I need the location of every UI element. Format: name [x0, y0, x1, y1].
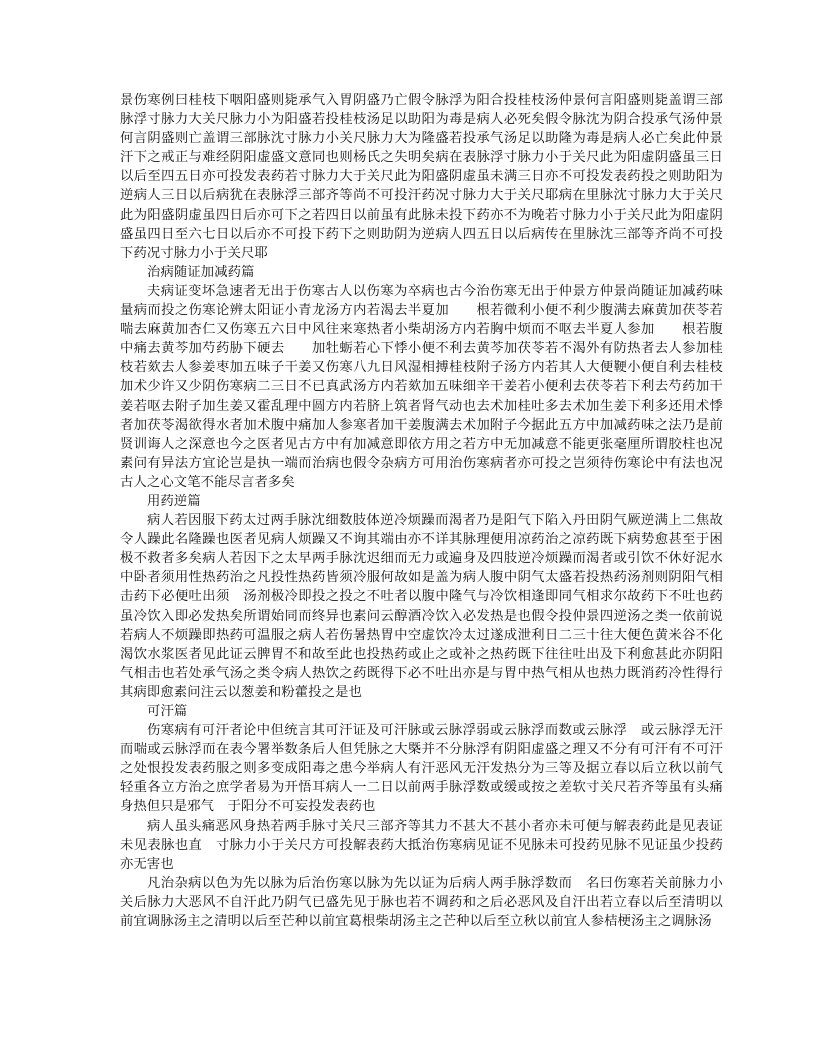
section-heading: 可汗篇 [147, 704, 188, 719]
section-heading: 治病随证加减药篇 [147, 264, 255, 280]
body-paragraph: 凡治杂病以色为先以脉为后治伤寒以脉为先以证为后病人两手脉浮数而 名曰伤寒若关前脉力小关后脉力大恶风不自汗此乃阴气已盛先见于脉也若不调药和之后必恶风及自汗出若立春以后至清明以前宜调脉汤主之清明以后至芒种以前宜葛根柴胡汤主之芒种以后至立秋以前宜人参桔梗汤主之调脉汤 [120, 875, 723, 930]
body-paragraph: 病人虽头痛恶风身热若两手脉寸关尺三部齐等其力不甚大不甚小者亦未可便与解表药此是见表证未见表脉也直 寸脉力小于关尺方可投解表药大抵治伤寒病见证不见脉未可投药见脉不见证虽少投药亦无害也 [120, 818, 723, 872]
body-paragraph: 景伤寒例曰桂枝下咽阳盛则毙承气入胃阴盛乃亡假令脉浮为阳合投桂枝汤仲景何言阳盛则毙盖谓三部脉浮寸脉力大关尺脉力小为阳盛若投桂枝汤足以助阳为毒是病人必死矣假令脉沈为阴合投承气汤仲景何言阴盛则亡盖谓三部脉沈寸脉力小关尺脉力大为隆盛若投承气汤足以助隆为毒是病人必亡矣此仲景汗下之戒正与难经阴阳虚盛文意同也则杨氏之失明矣病在表脉浮寸脉力小于关尺此为阳虚阴盛虽三日以后至四五日亦可投发表药若寸脉力大于关尺此为阳盛阴虚虽未满三日亦不可投发表药投之则助阳为逆病人三日以后病犹在表脉浮三部齐等尚不可投汗药况寸脉力大于关尺耶病在里脉沈寸脉力大于关尺此为阳盛阴虚虽四日后亦可下之若四日以前虽有此脉未投下药亦不为晚若寸脉力小于关尺此为阳虚阴盛虽四日至六七日以后亦不可投下药下之则助阴为逆病人四五日以后病传在里脉沈三部等齐尚不可投下药况寸脉力小于关尺耶 [120, 93, 723, 261]
body-paragraph: 夫病证变坏急速者无出于伤寒古人以伤寒为卒病也古今治伤寒无出于仲景方仲景尚随证加减药味量病而投之伤寒论辨太阳证小青龙汤方内若渴去半夏加 根若微利小便不利少腹满去麻黄加茯苓若喘去麻黄加杏仁又伤寒五六日中风往来寒热者小柴胡汤方内若胸中烦而不呕去半夏人参加 根若腹中痛去黄芩加芍药胁下硬去 加牡蛎若心下悸小便不利去黄芩加茯苓若不渴外有防热者去人参加桂枝若欬去人参姜枣加五味子干姜又伤寒八九日风湿相搏桂枝附子汤方内若其人大便鞕小便自利去桂枝加术少许又少阴伤寒病二三日不已真武汤方内若欬加五味细辛干姜若小便利去茯苓若下利去芍药加干姜若呕去附子加生姜又霍乱理中圆方内若脐上筑者肾气动也去术加桂吐多去术加生姜下利多还用术悸者加茯苓渴欲得水者加术腹中痛加人参寒者加干姜腹满去术加附子今据此五方中加减药味之法乃是前贤训诲人之深意也今之医者见古方中有加减意即依方用之若方中无加减意不能更张毫厘所谓胶柱也况素问有异法方宜论岂是执一端而治病也假令杂病方可用治伤寒病者亦可投之岂须待伤寒论中有法也况古人之心文笔不能尽言者多矣 [120, 283, 723, 490]
body-paragraph: 伤寒病有可汗者论中但统言其可汗证及可汗脉或云脉浮弱或云脉浮而数或云脉浮 或云脉浮无汗而喘或云脉浮而在表今署举数条后人但凭脉之大槩并不分脉浮有阴阳虚盛之理又不分有可汗有不可汗之处恨投发表药服之则多变成阳毒之患今举病人有汗恶风无汗发热分为三等及据立春以后立秋以前气 轻重各立方治之庶学者易为开悟耳病人一二日以前两手脉浮数或缓或按之差软寸关尺若齐等虽有头痛身热但只是邪气 于阳分不可妄投发表药也 [120, 723, 737, 815]
section-heading: 用药逆篇 [147, 493, 201, 509]
body-paragraph: 病人若因服下药太过两手脉沈细数肢体逆冷烦躁而渴者乃是阳气下陷入丹田阴气厥逆满上二焦故令人躁此名隆躁也医者见病人烦躁又不询其端由亦不详其脉理便用凉药治之凉药既下病势愈甚至于困极不救者多矣病人若因下之太早两手脉沈迟细而无力或遍身及四肢逆冷烦躁而渴者或引饮不休好泥水中卧者须用性热药治之凡投性热药皆须冷服何故如是盖为病人腹中阴气太盛若投热药汤剂则阴阳气相击药下必便吐出须 汤剂极冷即投之投之不吐者以腹中隆气与冷饮相逢即同气相求尔故药下不吐也药虽冷饮入即必发热矣所谓始同而终异也素问云醇酒冷饮入必发热是也假令投仲景四逆汤之类一依前说若病人不烦躁即热药可温服之病人若伤暑热胃中空虚饮冷太过遂成泄利日二三十往大便色黄米谷不化渴饮水浆医者见此证云脾胃不和故至此也投热药或止之或补之热药既下往往吐出及下利愈甚此亦阴阳气相击也若处承气汤之类令病人热饮之药既得下必不吐出亦是与胃中热气相从也热力既消药冷性得行其病即愈素问注云以葱姜和粉藿投之是也 [120, 513, 723, 700]
